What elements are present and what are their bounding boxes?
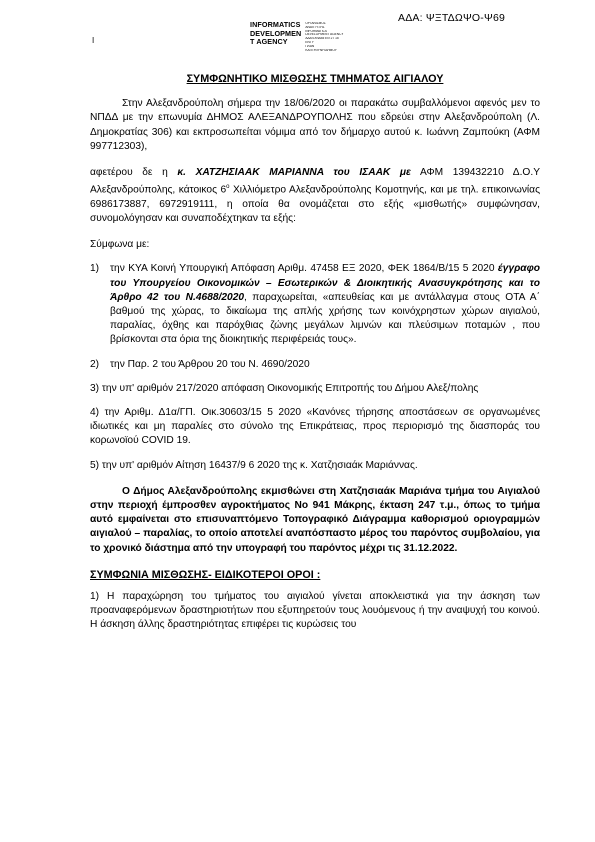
logo-line: INFORMATICS bbox=[250, 20, 301, 29]
party-two-details: ΑΦΜ 139432210 Δ.Ο.Υ Αλεξανδρούπολης, κάτοικος 6 bbox=[90, 167, 540, 196]
page-marker: I bbox=[92, 36, 95, 45]
intro-paragraph: Στην Αλεξανδρούπολη σήμερα την 18/06/2020 οι παρακάτω συμβαλλόμενοι αφενός μεν το ΝΠΔΔ με την επωνυμία ΔΗΜΟΣ ΑΛΕΞΑΝΔΡΟΥΠΟΛΗΣ που εδρεύει στην Αλεξανδρούπολη (Λ. Δημοκρατίας 306) και εκπροσωπείται νόμιμα από τον δήμαρχο αυτού κ. Ιωάννη Ζαμπούκη (ΑΦΜ 997712303), bbox=[90, 98, 540, 152]
list-item bbox=[90, 358, 540, 372]
list-text bbox=[110, 262, 540, 347]
term-1-paragraph: 1) Η παραχώρηση του τμήματος του αιγιαλού γίνεται αποκλειστικά για την άσκηση των προαναφερόμενων δραστηριοτήτων που εξυπηρετούν τους λουόμενους ή την αναψυχή του κοινού. Η άσκηση άλλης δραστηριότητας επιφέρει τις κυρώσεις του bbox=[90, 591, 540, 631]
party-two-name: κ. ΧΑΤΖΗΣΙΑΑΚ ΜΑΡΙΑΝΝΑ του ΙΣΑΑΚ με bbox=[177, 167, 411, 179]
party-two-prefix: αφετέρου δε η bbox=[90, 167, 178, 179]
logo-line: T AGENCY bbox=[250, 37, 288, 47]
logo-main-text bbox=[250, 21, 301, 52]
logo-small-line: ΚΑΙ ΕΥΘΥΝΗ ΔΗΜΟΥ bbox=[305, 48, 337, 52]
section-title: ΣΥΜΦΩΝΙΑ ΜΙΣΘΩΣΗΣ- ΕΙΔΙΚΟΤΕΡΟΙ ΟΡΟΙ : bbox=[90, 568, 321, 581]
item1-text-bold: έγγραφο του Υπουργείου Οικονομικών – Εσωτερικών & Διοικητικής Ανασυγκρότησης και το Άρθρο 42 του Ν.4688/2020 bbox=[110, 263, 540, 303]
logo-small-line: ΟΡΓΑΝΙΣΜΟΣ bbox=[305, 22, 326, 25]
ada-code: ΑΔΑ: ΨΞΤΔΩΨΟ-Ψ69 bbox=[398, 12, 506, 24]
list-item-3: 3) την υπ' αριθμόν 217/2020 απόφαση Οικονομικής Επιτροπής του Δήμου Αλεξ/πολης bbox=[90, 382, 479, 394]
list-item bbox=[90, 262, 540, 347]
party-two-details-rest: Χιλλιόμετρο Αλεξανδρούπολης Κομοτηνής, και με τηλ. επικοινωνίας 6986173887, 6972919111, η οποία θα ονομάζεται στο εξής «μισθωτής» συμφώνησαν, συνομολόγησαν και συναποδέχτηκαν τα εξής: bbox=[90, 184, 540, 225]
list-text: την Παρ. 2 του Άρθρου 20 του Ν. 4690/2020 bbox=[110, 358, 310, 370]
agency-logo bbox=[250, 21, 353, 52]
logo-small-line: DEVELOPMENT AGENCY bbox=[305, 33, 344, 37]
list-item-4: 4) την Αριθμ. Δ1α/ΓΠ. Οικ.30603/15 5 2020 «Κανόνες τήρησης αποστάσεων σε οργανωμένες ιδιωτικές και μη παραλίες στο σύνολο της Επικράτειας, προς περιορισμό της διασποράς του κορωνοϊού COVID 19. bbox=[90, 407, 540, 447]
logo-line: DEVELOPMEN bbox=[250, 28, 302, 38]
lease-paragraph: Ο Δήμος Αλεξανδρούπολης εκμισθώνει στη Χατζησιαάκ Μαριάνα τμήμα του Αιγιαλού στην περιοχή έμπροσθεν αγροκτήματος Νο 941 Μάκρης, έκταση 247 τ.μ., όπως το τμήμα αυτό εμφαίνεται στο επισυναπτόμενο Τοπογραφικό Διάγραμμα καθορισμού οριογραμμών αιγιαλού – παραλίας, το οποίο αποτελεί αναπόσπαστο μέρος του παρόντος συμβολαίου, για το χρονικό διάστημα από την υπογραφή του παρόντος μέχρι τις 31.12.2022. bbox=[90, 485, 540, 554]
logo-small-line: ΕΝΤΥ bbox=[305, 40, 314, 44]
item1-text-c: , παραχωρείται, «απευθείας και με αντάλλαγμα στους ΟΤΑ Α΄ βαθμού της χώρας, το δικαίωμα της απλής χρήσης των κοινόχρηστων χώρων αιγιαλού, παραλίας, όχθης και παρόχθιας ζώνης μεγάλων λιμνών και πλεύσιμων ποταμών , που βρίσκονται στα όρια της διοικητικής περιφέρειάς τους». bbox=[110, 291, 540, 346]
list-item-5: 5) την υπ' αριθμόν Αίτηση 16437/9 6 2020 της κ. Χατζησιαάκ Μαριάννας. bbox=[90, 459, 418, 471]
logo-small-text bbox=[305, 22, 353, 52]
item1-text-a: την ΚΥΑ Κοινή Υπουργική Απόφαση Αριθμ. 47458 ΕΞ 2020, ΦΕΚ 1864/Β/15 5 2020 bbox=[110, 263, 498, 275]
logo-small-line: ΠΛΑΝ bbox=[305, 44, 315, 48]
ordinal-sup: ο bbox=[226, 184, 230, 191]
according-heading: Σύμφωνα με: bbox=[90, 239, 150, 251]
logo-small-line: INFORMATICS bbox=[305, 29, 328, 33]
logo-small-line: ΑΝΑΠΤΥΞΗΣ bbox=[305, 25, 325, 29]
party-two-paragraph bbox=[90, 166, 540, 226]
list-number: 2) bbox=[90, 358, 100, 370]
document-title: ΣΥΜΦΩΝΗΤΙΚΟ ΜΙΣΘΩΣΗΣ ΤΜΗΜΑΤΟΣ ΑΙΓΙΑΛΟΥ bbox=[186, 73, 444, 85]
document-body bbox=[90, 72, 540, 633]
logo-small-line: ΑΔΑ 0ΧΝΑ45 ΕΘ 27 15 bbox=[305, 37, 339, 41]
list-number: 1) bbox=[90, 263, 100, 275]
